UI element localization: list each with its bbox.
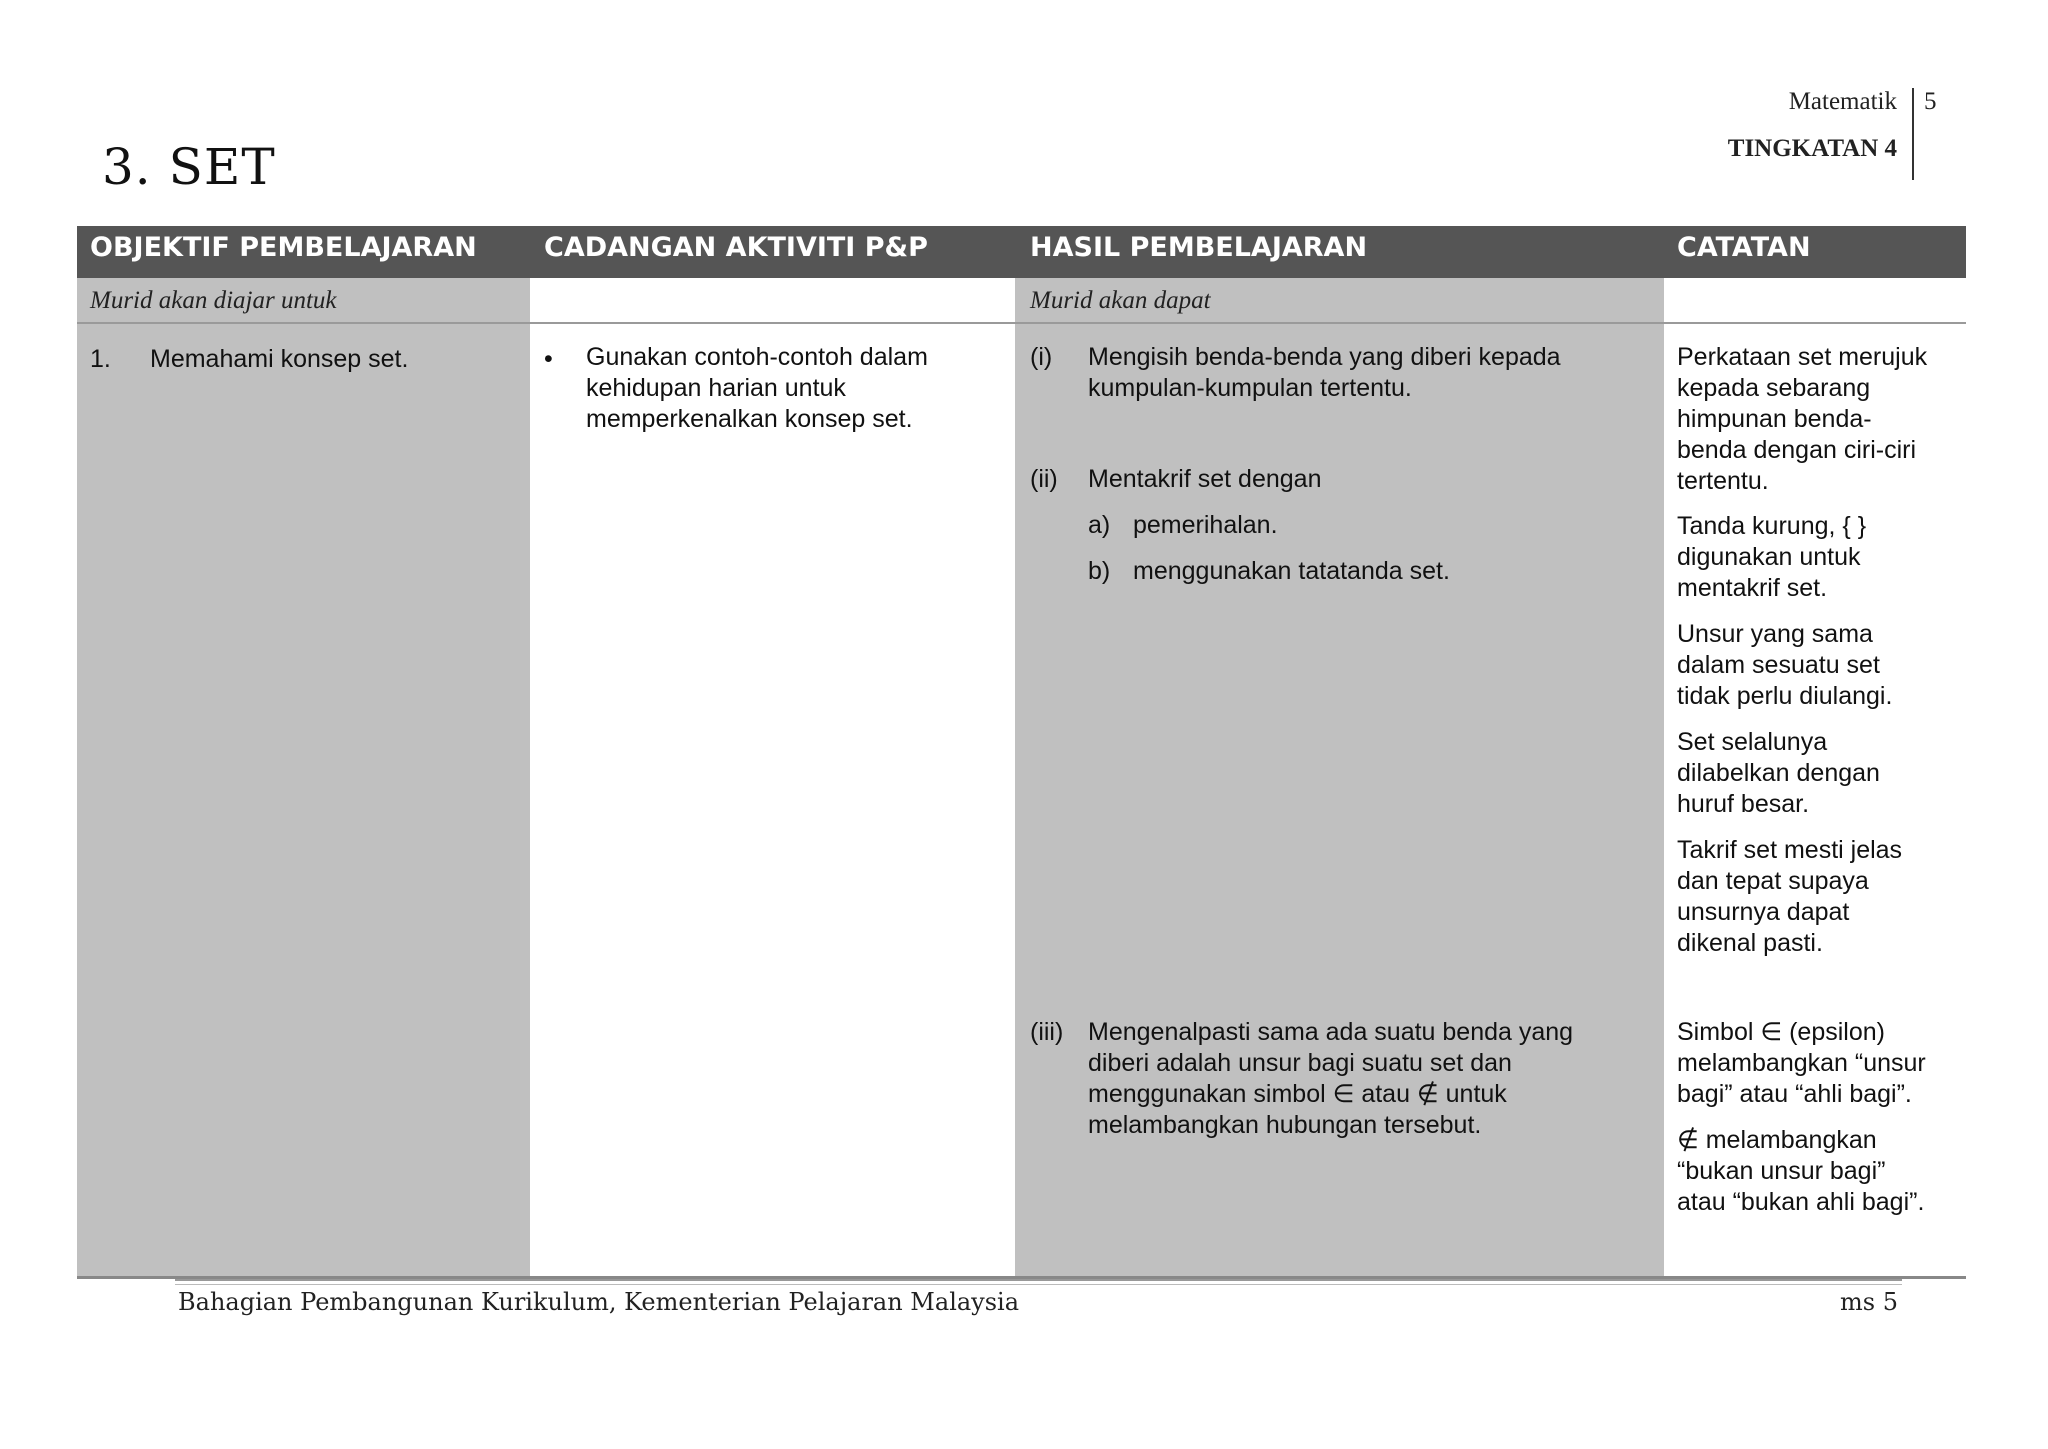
- note-capital-labels: Set selalunya dilabelkan dengan huruf besar.: [1677, 728, 1880, 818]
- note-not-element-symbol: ∉ melambangkan “bukan unsur bagi” atau “bukan ahli bagi”.: [1677, 1126, 1925, 1216]
- column-objectives: [77, 278, 530, 1278]
- note-repeated-elements: Unsur yang sama dalam sesuatu set tidak perlu diulangi.: [1677, 620, 1893, 710]
- subheader-divider: [77, 322, 1966, 324]
- outcome-text-ii: Mentakrif set dengan: [1088, 465, 1322, 493]
- table-header-row: [77, 226, 1966, 278]
- activity-text: Gunakan contoh-contoh dalam kehidupan harian untuk memperkenalkan konsep set.: [586, 343, 928, 433]
- outcome-subitem-text-a: pemerihalan.: [1133, 511, 1278, 539]
- subheader-objectives: Murid akan diajar untuk: [90, 287, 337, 314]
- outcome-label-ii: (ii): [1030, 465, 1058, 493]
- note-set-definition: Perkataan set merujuk kepada sebarang himpunan benda- benda dengan ciri-ciri tertentu.: [1677, 343, 1928, 495]
- note-epsilon-symbol: Simbol ∈ (epsilon) melambangkan “unsur bagi” atau “ahli bagi”.: [1677, 1018, 1926, 1108]
- header-subject: Matematik: [1788, 88, 1897, 115]
- outcome-subitem-label-a: a): [1088, 511, 1111, 539]
- outcome-text-i: Mengisih benda-benda yang diberi kepada kumpulan-kumpulan tertentu.: [1088, 343, 1561, 402]
- header-form-level: TINGKATAN 4: [1727, 135, 1897, 162]
- subheader-outcomes: Murid akan dapat: [1030, 287, 1211, 314]
- column-header-objectives: OBJEKTIF PEMBELAJARAN: [90, 232, 477, 263]
- syllabus-table: [77, 226, 1966, 1277]
- note-clear-definition: Takrif set mesti jelas dan tepat supaya unsurnya dapat dikenal pasti.: [1677, 836, 1903, 957]
- page-title: 3. SET: [102, 138, 276, 196]
- outcome-subitem-text-b: menggunakan tatatanda set.: [1133, 557, 1450, 585]
- outcome-text-iii: Mengenalpasti sama ada suatu benda yang diberi adalah unsur bagi suatu set dan menggunakan simbol ∈ atau ∉ untuk melambangkan hubungan tersebut.: [1088, 1018, 1574, 1139]
- note-braces: Tanda kurung, { } digunakan untuk mentakrif set.: [1677, 512, 1867, 602]
- outcome-label-i: (i): [1030, 343, 1053, 371]
- footer-divider-thin: [175, 1284, 1902, 1285]
- column-header-notes: CATATAN: [1677, 232, 1811, 263]
- footer-divider: [175, 1279, 1902, 1281]
- objective-text: Memahami konsep set.: [150, 345, 409, 373]
- footer-page-label: ms 5: [1840, 1288, 1898, 1316]
- header-divider: [1912, 88, 1914, 180]
- footer-publisher: Bahagian Pembangunan Kurikulum, Kementerian Pelajaran Malaysia: [178, 1288, 1020, 1316]
- activity-bullet: •: [544, 345, 553, 373]
- objective-number: 1.: [90, 345, 111, 373]
- column-header-outcomes: HASIL PEMBELAJARAN: [1030, 232, 1368, 263]
- outcome-label-iii: (iii): [1030, 1018, 1064, 1046]
- outcome-subitem-label-b: b): [1088, 557, 1111, 585]
- header-page-number: 5: [1924, 88, 1937, 115]
- column-header-activities: CADANGAN AKTIVITI P&P: [544, 232, 928, 263]
